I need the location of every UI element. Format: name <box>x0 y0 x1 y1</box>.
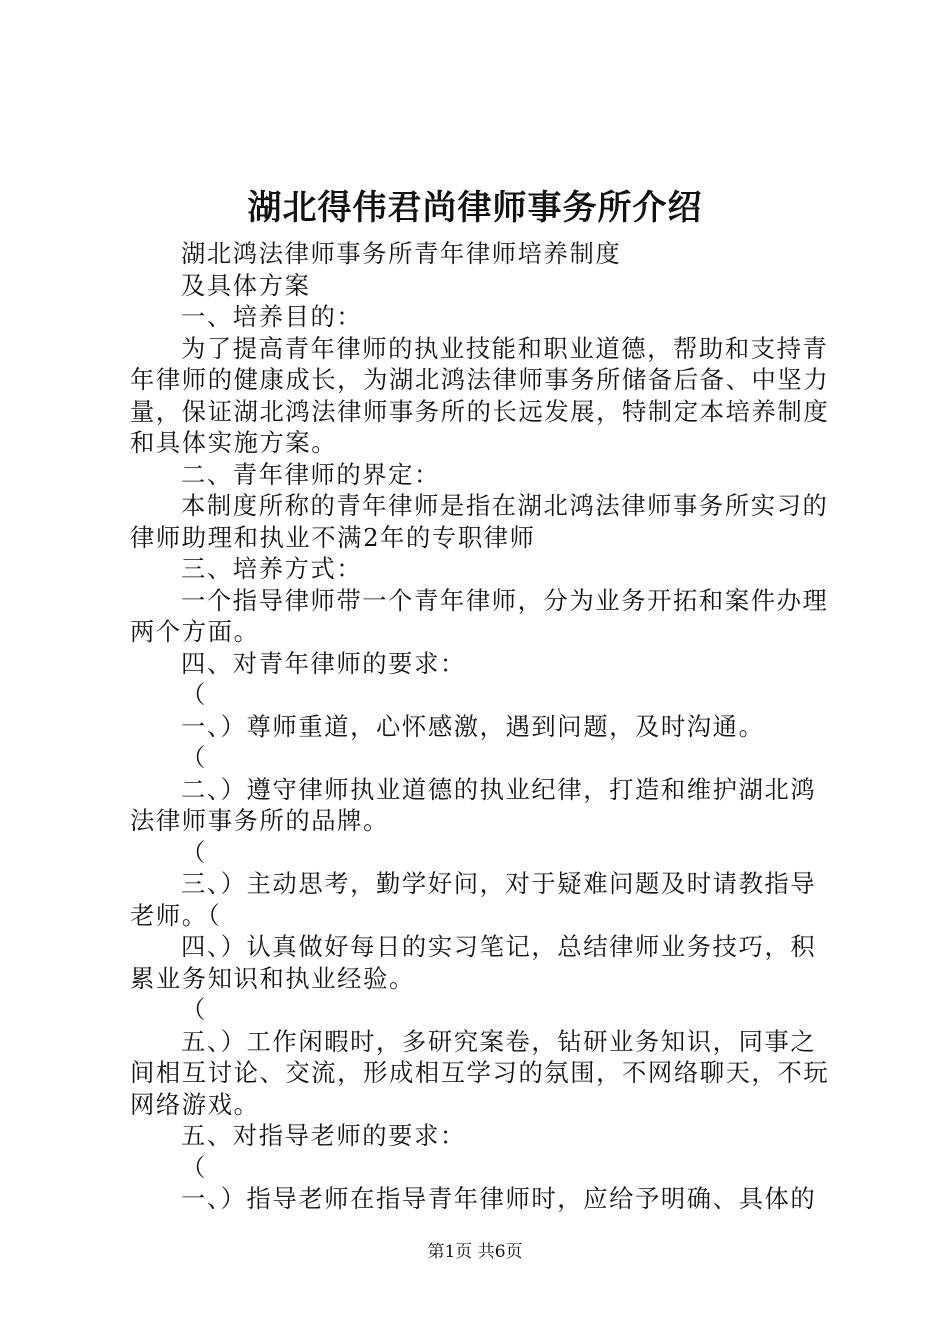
paragraph: 三、培养方式： <box>181 554 363 583</box>
paragraph: （ <box>181 837 207 867</box>
paragraph: （ <box>181 743 207 772</box>
paragraph: 四、对青年律师的要求： <box>181 648 466 678</box>
paragraph: 二、）遵守律师执业道德的执业纪律，打造和维护湖北鸿法律师事务所的品牌。 <box>130 774 817 835</box>
paragraph: 三、）主动思考，勤学好问，对于疑难问题及时请教指导老师。（ <box>130 869 817 930</box>
paragraph: 一、培养目的： <box>181 302 363 331</box>
paragraph: 二、青年律师的界定： <box>181 459 440 489</box>
paragraph: （ <box>181 1152 207 1182</box>
paragraph: （ <box>181 995 207 1024</box>
paragraph: 湖北鸿法律师事务所青年律师培养制度 <box>181 239 622 268</box>
paragraph: 四、）认真做好每日的实习笔记，总结律师业务技巧，积累业务知识和执业经验。 <box>130 932 817 993</box>
paragraph: 五、）工作闲暇时，多研究案卷，钻研业务知识，同事之间相互讨论、交流，形成相互学习的氛围，不网络聊天，不玩网络游戏。 <box>130 1026 830 1119</box>
paragraph: 本制度所称的青年律师是指在湖北鸿法律师事务所实习的律师助理和执业不满2年的专职律师 <box>130 491 829 552</box>
paragraph: （ <box>181 680 207 709</box>
paragraph: 一、）指导老师在指导青年律师时，应给予明确、具体的 <box>181 1184 817 1213</box>
paragraph: 一个指导律师带一个青年律师，分为业务开拓和案件办理两个方面。 <box>130 585 829 646</box>
paragraph: 为了提高青年律师的执业技能和职业道德，帮助和支持青年律师的健康成长，为湖北鸿法律师事务所储备后备、中坚力量，保证湖北鸿法律师事务所的长远发展，特制定本培养制度和具体实施方案。 <box>130 333 830 457</box>
paragraph: 及具体方案 <box>181 270 311 300</box>
page-number-footer: 第1页 共6页 <box>427 1242 523 1262</box>
document-body <box>130 238 832 1215</box>
paragraph: 一、）尊师重道，心怀感激，遇到问题，及时沟通。 <box>181 711 765 741</box>
document-title: 湖北得伟君尚律师事务所介绍 <box>247 188 703 228</box>
paragraph: 五、对指导老师的要求： <box>181 1121 466 1150</box>
